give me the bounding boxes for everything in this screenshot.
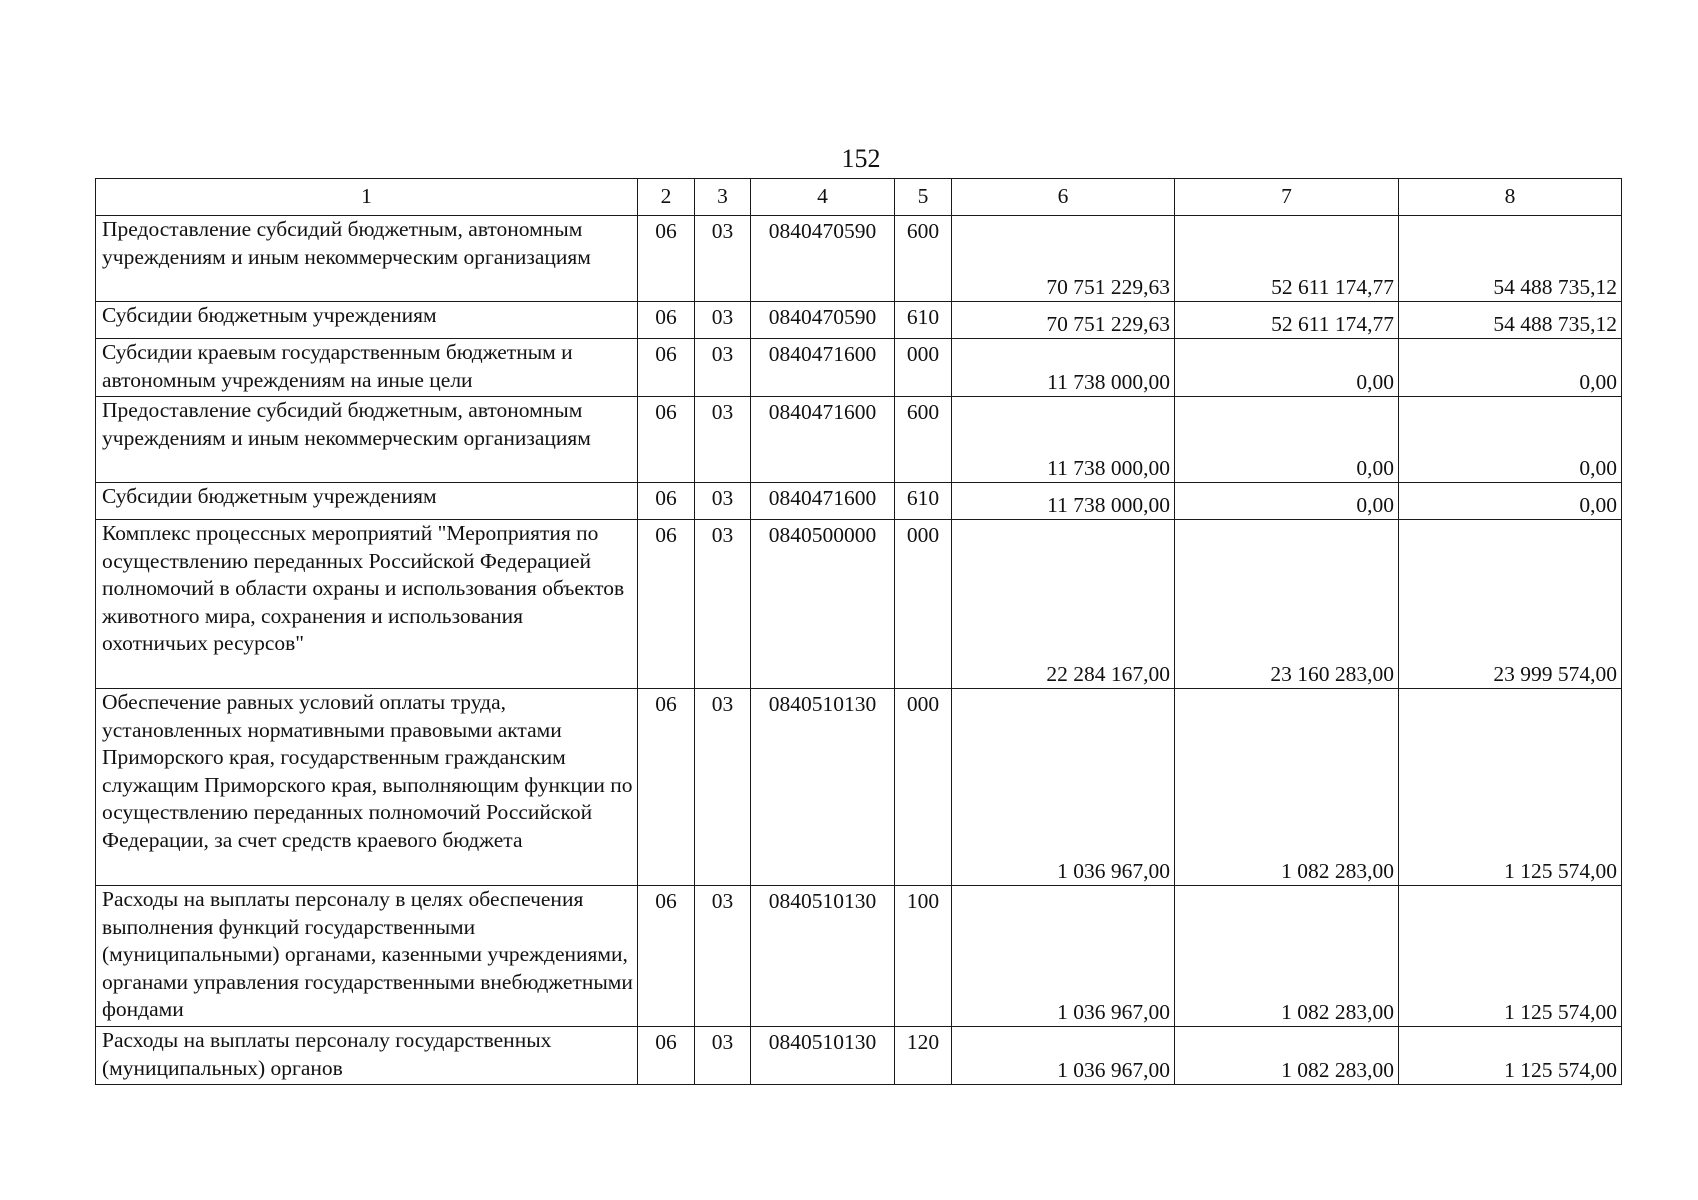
column-header: 7 [1175,179,1399,216]
row-expense-type: 600 [895,216,952,302]
budget-table [95,178,1622,1085]
row-expense-type: 610 [895,483,952,520]
row-subsection: 03 [695,483,751,520]
row-expense-type: 000 [895,689,952,886]
table-row [96,689,1622,886]
row-amount-6: 1 036 967,00 [952,886,1175,1027]
column-header: 3 [695,179,751,216]
row-amount-7: 1 082 283,00 [1175,886,1399,1027]
column-header: 4 [751,179,895,216]
row-amount-6: 1 036 967,00 [952,689,1175,886]
row-section: 06 [638,339,695,397]
row-section: 06 [638,483,695,520]
row-amount-8: 0,00 [1399,339,1622,397]
row-target-article: 0840470590 [751,216,895,302]
row-name: Расходы на выплаты персоналу государственных (муниципальных) органов [96,1027,638,1085]
row-amount-8: 1 125 574,00 [1399,1027,1622,1085]
row-expense-type: 610 [895,302,952,339]
row-name: Субсидии бюджетным учреждениям [96,483,638,520]
table-row [96,302,1622,339]
row-amount-7: 0,00 [1175,483,1399,520]
row-amount-7: 1 082 283,00 [1175,1027,1399,1085]
row-expense-type: 120 [895,1027,952,1085]
column-header: 2 [638,179,695,216]
row-subsection: 03 [695,520,751,689]
page-number: 152 [841,144,881,173]
row-section: 06 [638,216,695,302]
row-target-article: 0840471600 [751,339,895,397]
row-subsection: 03 [695,339,751,397]
row-expense-type: 100 [895,886,952,1027]
row-name: Предоставление субсидий бюджетным, автономным учреждениям и иным некоммерческим организациям [96,216,638,302]
row-amount-6: 1 036 967,00 [952,1027,1175,1085]
row-target-article: 0840500000 [751,520,895,689]
row-amount-6: 70 751 229,63 [952,216,1175,302]
row-amount-7: 0,00 [1175,339,1399,397]
table-row [96,339,1622,397]
row-section: 06 [638,1027,695,1085]
row-subsection: 03 [695,1027,751,1085]
row-amount-8: 54 488 735,12 [1399,216,1622,302]
row-subsection: 03 [695,216,751,302]
row-expense-type: 000 [895,339,952,397]
row-name: Расходы на выплаты персоналу в целях обеспечения выполнения функций государственными (муниципальными) органами, казенными учреждениями, органами управления государственными внебюджетными фондами [96,886,638,1027]
row-section: 06 [638,520,695,689]
row-section: 06 [638,886,695,1027]
row-amount-8: 23 999 574,00 [1399,520,1622,689]
table-row [96,483,1622,520]
row-name: Комплекс процессных мероприятий "Мероприятия по осуществлению переданных Российской Федерацией полномочий в области охраны и использования объектов животного мира, сохранения и использования охотничьих ресурсов" [96,520,638,689]
row-amount-7: 52 611 174,77 [1175,302,1399,339]
row-amount-8: 1 125 574,00 [1399,886,1622,1027]
row-name: Обеспечение равных условий оплаты труда, установленных нормативными правовыми актами Приморского края, государственным гражданским служащим Приморского края, выполняющим функции по осуществлению переданных полномочий Российской Федерации, за счет средств краевого бюджета [96,689,638,886]
row-amount-7: 52 611 174,77 [1175,216,1399,302]
row-expense-type: 000 [895,520,952,689]
row-name: Субсидии бюджетным учреждениям [96,302,638,339]
row-amount-6: 11 738 000,00 [952,483,1175,520]
row-target-article: 0840510130 [751,1027,895,1085]
table-row [96,886,1622,1027]
row-target-article: 0840471600 [751,483,895,520]
row-target-article: 0840510130 [751,886,895,1027]
table-row [96,216,1622,302]
row-amount-7: 23 160 283,00 [1175,520,1399,689]
table-row [96,520,1622,689]
row-amount-6: 22 284 167,00 [952,520,1175,689]
row-section: 06 [638,302,695,339]
row-amount-8: 0,00 [1399,397,1622,483]
row-amount-7: 1 082 283,00 [1175,689,1399,886]
row-expense-type: 600 [895,397,952,483]
row-amount-7: 0,00 [1175,397,1399,483]
table-header-row [96,179,1622,216]
row-target-article: 0840471600 [751,397,895,483]
table-row [96,1027,1622,1085]
row-amount-6: 70 751 229,63 [952,302,1175,339]
row-section: 06 [638,689,695,886]
row-target-article: 0840470590 [751,302,895,339]
row-amount-6: 11 738 000,00 [952,397,1175,483]
column-header: 8 [1399,179,1622,216]
row-amount-6: 11 738 000,00 [952,339,1175,397]
row-subsection: 03 [695,886,751,1027]
row-name: Предоставление субсидий бюджетным, автономным учреждениям и иным некоммерческим организациям [96,397,638,483]
row-section: 06 [638,397,695,483]
row-amount-8: 1 125 574,00 [1399,689,1622,886]
row-target-article: 0840510130 [751,689,895,886]
column-header: 6 [952,179,1175,216]
row-amount-8: 54 488 735,12 [1399,302,1622,339]
row-subsection: 03 [695,689,751,886]
row-subsection: 03 [695,397,751,483]
column-header: 1 [96,179,638,216]
row-name: Субсидии краевым государственным бюджетным и автономным учреждениям на иные цели [96,339,638,397]
row-amount-8: 0,00 [1399,483,1622,520]
table-row [96,397,1622,483]
row-subsection: 03 [695,302,751,339]
column-header: 5 [895,179,952,216]
